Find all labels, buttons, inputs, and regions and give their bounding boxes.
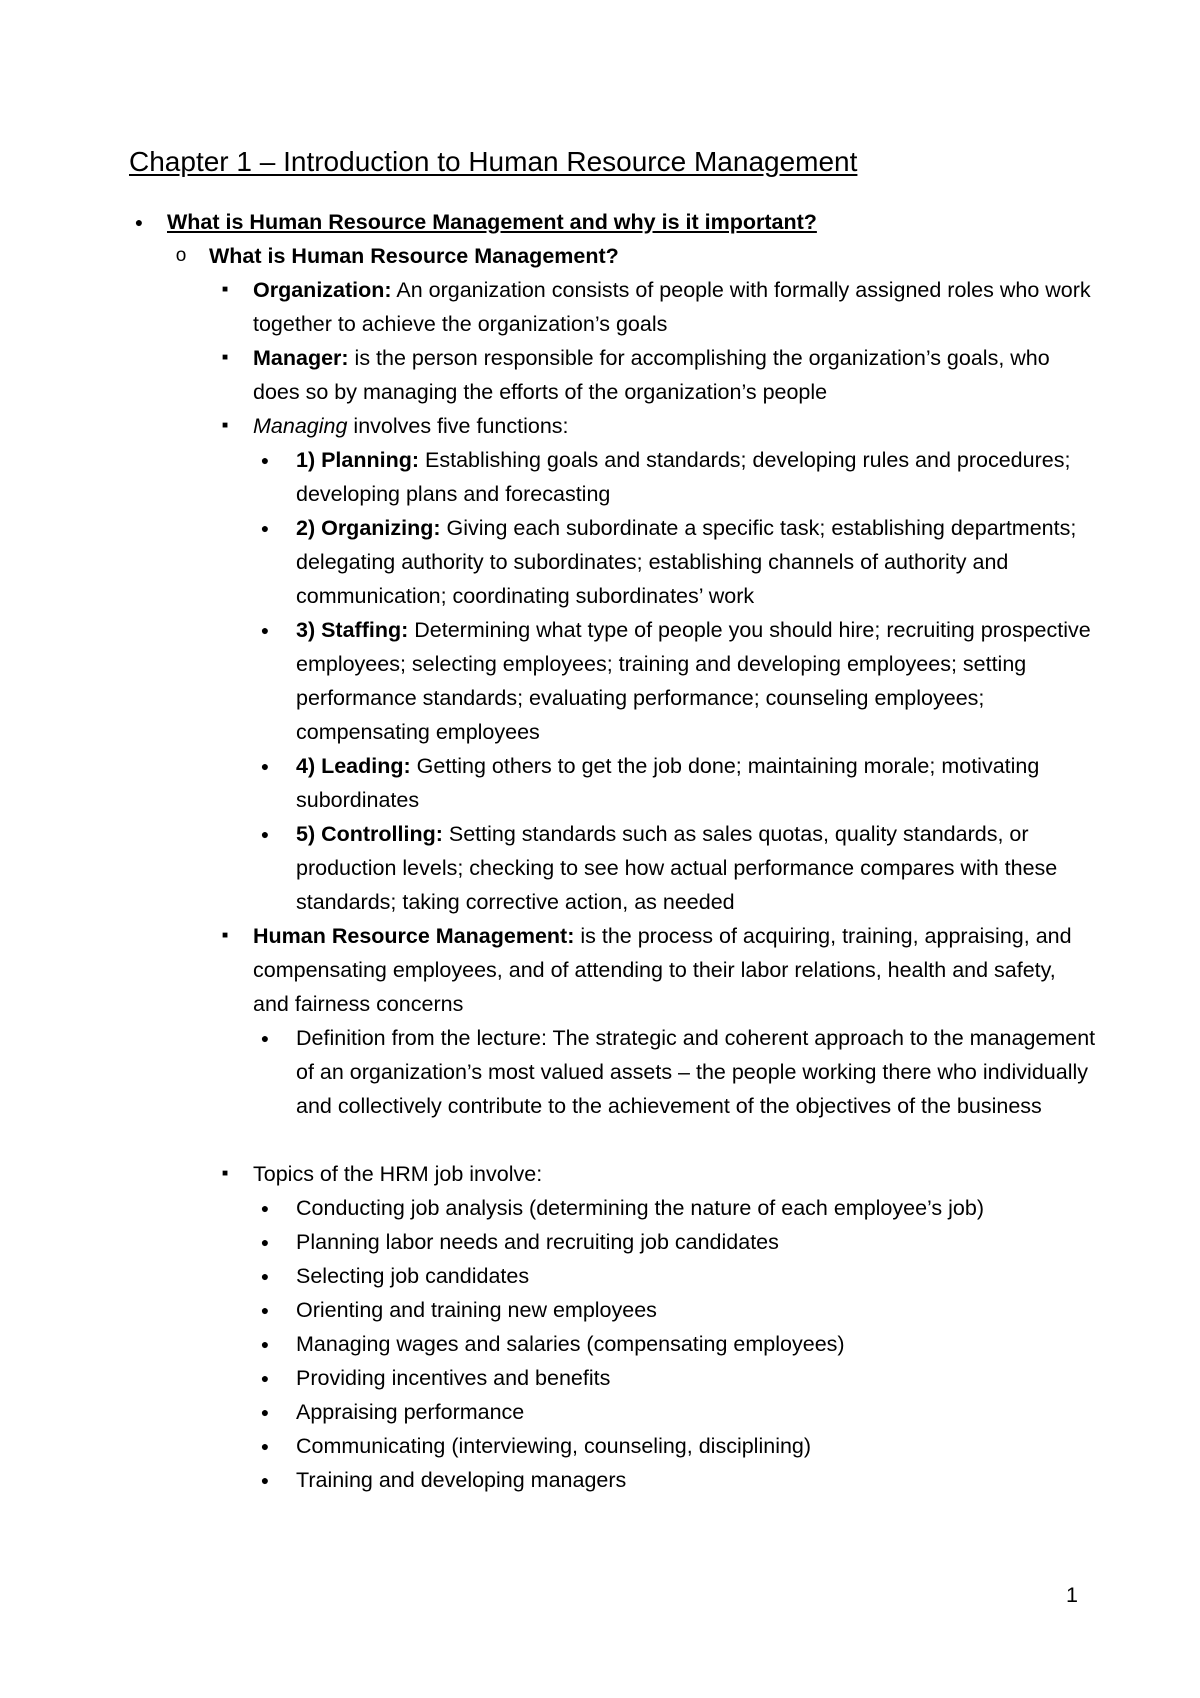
topic-text: Managing wages and salaries (compensating employees) <box>296 1332 845 1356</box>
function-item <box>260 511 1096 613</box>
bullet-dot-icon: ● <box>260 622 270 638</box>
bullet-square-icon: ■ <box>221 930 229 941</box>
organization-text: An organization consists of people with formally assigned roles who work together to achieve the organization’s goals <box>253 278 1091 336</box>
topics-intro: Topics of the HRM job involve: <box>253 1162 543 1186</box>
bullet-square-icon: ■ <box>221 352 229 363</box>
section-heading: What is Human Resource Management and why is it important? <box>167 210 817 234</box>
bullet-square-icon: ■ <box>221 1168 229 1179</box>
function-term: 4) Leading: <box>296 754 411 778</box>
hrm-term: Human Resource Management: <box>253 924 575 948</box>
lecture-definition-item <box>260 1021 1096 1123</box>
bullet-dot-icon: ● <box>260 1438 270 1454</box>
bullet-dot-icon: ● <box>260 1030 270 1046</box>
hrm-text: is the process of acquiring, training, appraising, and compensating employees, and of attending to their labor relations, health and safety, and fairness concerns <box>253 924 1072 1016</box>
bullet-dot-icon: ● <box>260 452 270 468</box>
bullet-dot-icon: ● <box>260 1268 270 1284</box>
topic-item <box>260 1327 1096 1361</box>
chapter-title: Chapter 1 – Introduction to Human Resource Management <box>129 146 858 177</box>
bullet-dot-icon: ● <box>260 1472 270 1488</box>
manager-term: Manager: <box>253 346 349 370</box>
function-text: Setting standards such as sales quotas, quality standards, or production levels; checking to see how actual performance compares with these standards; taking corrective action, as needed <box>296 822 1058 914</box>
topic-item <box>260 1259 1096 1293</box>
function-text: Establishing goals and standards; developing rules and procedures; developing plans and forecasting <box>296 448 1071 506</box>
managing-item <box>221 409 1093 443</box>
topic-text: Orienting and training new employees <box>296 1298 657 1322</box>
function-term: 2) Organizing: <box>296 516 441 540</box>
manager-text: is the person responsible for accomplishing the organization’s goals, who does so by managing the efforts of the organization’s people <box>253 346 1050 404</box>
topics-item <box>221 1157 1093 1191</box>
topic-item <box>260 1395 1096 1429</box>
function-text: Determining what type of people you should hire; recruiting prospective employees; selecting employees; training and developing employees; setting performance standards; evaluating performance; counseling employees; compensating employees <box>296 618 1091 744</box>
topic-item <box>260 1463 1096 1497</box>
topic-text: Training and developing managers <box>296 1468 627 1492</box>
function-text: Getting others to get the job done; maintaining morale; motivating subordinates <box>296 754 1040 812</box>
managing-term: Managing <box>253 414 348 438</box>
organization-item <box>221 273 1093 341</box>
bullet-dot-icon: ● <box>260 1200 270 1216</box>
bullet-dot-icon: ● <box>260 1370 270 1386</box>
section-heading-item <box>134 205 1127 239</box>
function-item <box>260 817 1096 919</box>
topic-item <box>260 1429 1096 1463</box>
bullet-square-icon: ■ <box>221 420 229 431</box>
function-item <box>260 749 1096 817</box>
function-term: 3) Staffing: <box>296 618 409 642</box>
topic-text: Planning labor needs and recruiting job candidates <box>296 1230 779 1254</box>
function-term: 5) Controlling: <box>296 822 443 846</box>
bullet-dot-icon: ● <box>260 826 270 842</box>
lecture-definition: Definition from the lecture: The strategic and coherent approach to the management of an organization’s most valued assets – the people working there who individually and collectively contribute to the achievement of the objectives of the business <box>296 1026 1096 1118</box>
function-item <box>260 443 1096 511</box>
bullet-dot-icon: ● <box>260 1234 270 1250</box>
topic-item <box>260 1361 1096 1395</box>
topic-text: Appraising performance <box>296 1400 525 1424</box>
topic-item <box>260 1293 1096 1327</box>
page-number: 1 <box>1066 1583 1078 1607</box>
hrm-item <box>221 919 1093 1021</box>
manager-item <box>221 341 1093 409</box>
function-term: 1) Planning: <box>296 448 420 472</box>
bullet-dot-icon: ● <box>260 758 270 774</box>
bullet-dot-icon: ● <box>260 1302 270 1318</box>
subheading-item <box>175 239 1119 273</box>
organization-term: Organization: <box>253 278 392 302</box>
topic-text: Selecting job candidates <box>296 1264 530 1288</box>
bullet-dot-icon: ● <box>134 214 144 230</box>
topic-text: Conducting job analysis (determining the nature of each employee’s job) <box>296 1196 985 1220</box>
bullet-dot-icon: ● <box>260 520 270 536</box>
topic-text: Providing incentives and benefits <box>296 1366 611 1390</box>
subheading: What is Human Resource Management? <box>209 244 619 268</box>
topic-text: Communicating (interviewing, counseling, disciplining) <box>296 1434 812 1458</box>
function-item <box>260 613 1096 749</box>
managing-text: involves five functions: <box>347 414 569 438</box>
bullet-square-icon: ■ <box>221 284 229 295</box>
bullet-dot-icon: ● <box>260 1404 270 1420</box>
function-text: Giving each subordinate a specific task; establishing departments; delegating authority to subordinates; establishing channels of authority and communication; coordinating subordinates’ work <box>296 516 1077 608</box>
topic-item <box>260 1191 1096 1225</box>
bullet-dot-icon: ● <box>260 1336 270 1352</box>
bullet-circle-icon: o <box>175 245 187 266</box>
topic-item <box>260 1225 1096 1259</box>
